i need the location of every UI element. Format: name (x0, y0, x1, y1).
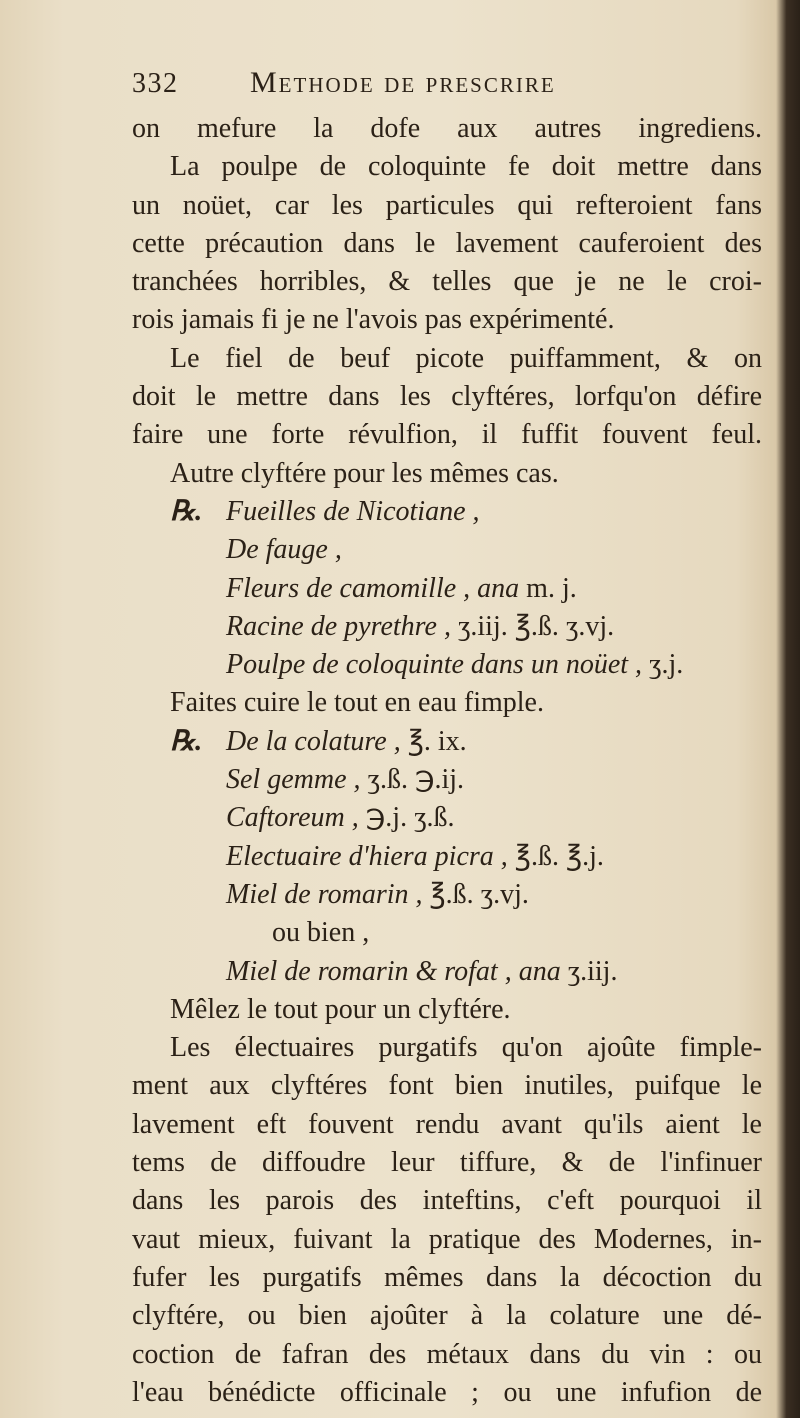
recipe-item (132, 608, 762, 646)
recipe-item (132, 761, 762, 799)
ingredient-name: Miel de romarin & rofat , ana (226, 955, 561, 987)
text-line: faire une forte révulfion, il fuffit fouvent feul. (132, 419, 762, 451)
text-line: Mêlez le tout pour un clyftére. (170, 993, 511, 1025)
ingredient-name: De fauge , (226, 534, 342, 566)
ingredient-dose: ʒ.ß. ℈.ij. (367, 764, 465, 796)
text-line: l'eau bénédicte officinale ; ou une infufion de (132, 1376, 762, 1408)
ingredient-name: Electuaire d'hiera picra , (226, 840, 508, 872)
ingredient-name: Sel gemme , (226, 764, 361, 796)
ingredient-dose: ʒ.j. (649, 649, 684, 681)
recipe-symbol: ℞. (170, 725, 203, 757)
text-column (132, 64, 762, 1412)
text-line: on mefure la dofe aux autres ingrediens. (132, 113, 762, 144)
recipe-item (132, 493, 762, 531)
text-line: fufer les purgatifs mêmes dans la décoction du (132, 1261, 762, 1293)
running-title: Methode de prescrire (250, 66, 556, 99)
recipe-item (132, 953, 762, 991)
text-line: coction de fafran des métaux dans du vin : ou (132, 1338, 762, 1370)
recipe-item (132, 646, 762, 684)
text-line: dans les parois des inteftins, c'eft pourquoi il (132, 1185, 762, 1217)
text-line: tranchées horribles, & telles que je ne le croi- (132, 266, 762, 298)
text-line: Autre clyftére pour les mêmes cas. (170, 457, 559, 489)
text-line: La poulpe de coloquinte fe doit mettre dans (170, 151, 762, 183)
ingredient-dose: m. j. (526, 572, 577, 604)
recipe-item (132, 876, 762, 914)
text-line: tems de diffoudre leur tiffure, & de l'infinuer (132, 1147, 762, 1179)
text-line: un noüet, car les particules qui refteroient fans (132, 189, 762, 221)
ingredient-dose: ℥. ix. (407, 725, 467, 757)
text-line: Les électuaires purgatifs qu'on ajoûte fimple- (170, 1032, 762, 1064)
recipe-symbol: ℞. (170, 495, 203, 527)
text-line: cette précaution dans le lavement cauferoient des (132, 227, 762, 259)
text-line: Le fiel de beuf picote puiffamment, & on (170, 342, 762, 374)
ingredient-dose: ℈.j. ʒ.ß. (365, 802, 455, 834)
recipe-item (132, 799, 762, 837)
recipe-item (132, 531, 762, 569)
running-header (132, 64, 762, 110)
ingredient-dose: ℥.ß. ʒ.vj. (429, 878, 529, 910)
text-line: rois jamais fi je ne l'avois pas expérimenté. (132, 304, 615, 336)
text-line: vaut mieux, fuivant la pratique des Modernes, in- (132, 1223, 762, 1255)
ingredient-name: Fueilles de Nicotiane , (226, 495, 480, 527)
recipe-item (132, 570, 762, 608)
text-line: ment aux clyftéres font bien inutiles, puifque le (132, 1070, 762, 1102)
ingredient-name: Poulpe de coloquinte dans un noüet , (226, 649, 643, 681)
recipe-item (132, 723, 762, 761)
ingredient-dose: ʒ.iij. (567, 955, 618, 987)
ingredient-name: Fleurs de camomille , ana (226, 572, 520, 604)
ingredient-dose: ʒ.iij. ℥.ß. ʒ.vj. (457, 610, 615, 642)
recipe-item (132, 838, 762, 876)
ingredient-dose: ℥.ß. ℥.j. (514, 840, 604, 872)
text-line: doit le mettre dans les clyftéres, lorfqu'on défire (132, 381, 762, 413)
recipe-alternative-label: ou bien , (272, 917, 370, 949)
ingredient-name: Miel de romarin , (226, 878, 423, 910)
ingredient-name: Racine de pyrethre , (226, 610, 451, 642)
ingredient-name: Caftoreum , (226, 802, 359, 834)
text-line: clyftére, ou bien ajoûter à la colature une dé- (132, 1300, 762, 1332)
text-line: Faites cuire le tout en eau fimple. (170, 687, 544, 719)
page-number: 332 (132, 68, 179, 99)
ingredient-name: De la colature , (226, 725, 401, 757)
text-line: lavement eft fouvent rendu avant qu'ils aient le (132, 1108, 762, 1140)
